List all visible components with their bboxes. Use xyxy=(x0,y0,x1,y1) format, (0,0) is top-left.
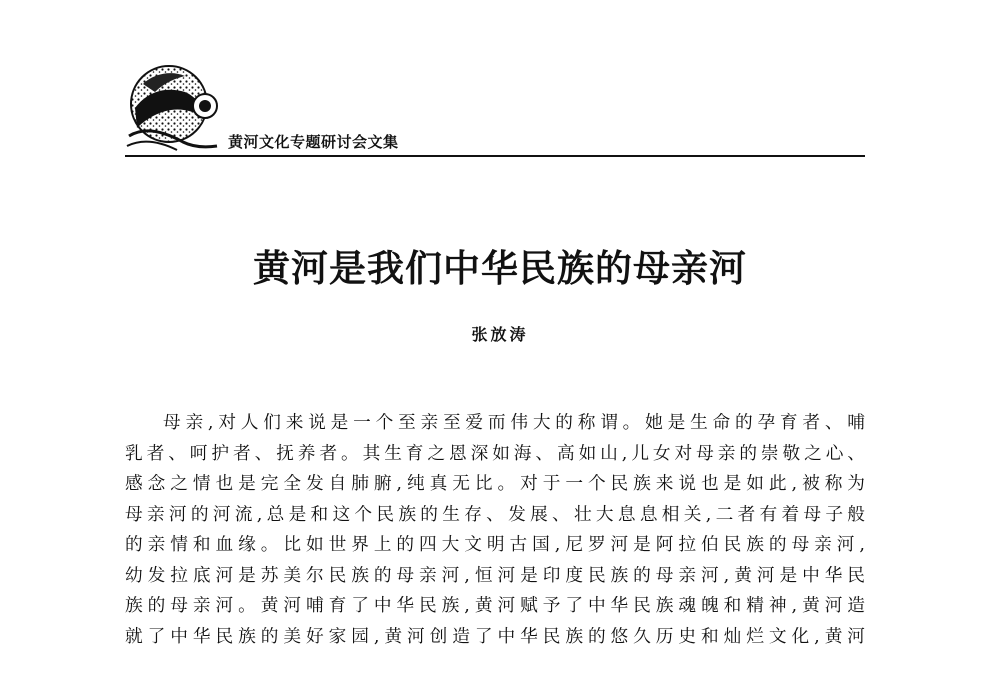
article-body xyxy=(125,408,865,652)
yellow-river-logo-icon xyxy=(125,62,223,154)
article-title: 黄河是我们中华民族的母亲河 xyxy=(253,246,747,290)
body-line: 幼发拉底河是苏美尔民族的母亲河,恒河是印度民族的母亲河,黄河是中华民 xyxy=(125,565,865,586)
body-line: 乳者、呵护者、抚养者。其生育之恩深如海、高如山,儿女对母亲的崇敬之心、 xyxy=(125,443,865,464)
body-line: 族的母亲河。黄河哺育了中华民族,黄河赋予了中华民族魂魄和精神,黄河造 xyxy=(125,596,865,616)
header-divider xyxy=(125,155,865,157)
series-title: 黄河文化专题研讨会文集 xyxy=(228,133,399,151)
body-line: 母亲河的河流,总是和这个民族的生存、发展、壮大息息相关,二者有着母子般 xyxy=(125,504,865,525)
body-line: 的亲情和血缘。比如世界上的四大文明古国,尼罗河是阿拉伯民族的母亲河, xyxy=(125,535,865,555)
body-line: 母亲,对人们来说是一个至亲至爱而伟大的称谓。她是生命的孕育者、哺 xyxy=(163,413,865,433)
article-author: 张放涛 xyxy=(471,325,529,344)
body-line: 就了中华民族的美好家园,黄河创造了中华民族的悠久历史和灿烂文化,黄河 xyxy=(125,626,865,647)
body-line: 感念之情也是完全发自肺腑,纯真无比。对于一个民族来说也是如此,被称为 xyxy=(125,474,865,494)
